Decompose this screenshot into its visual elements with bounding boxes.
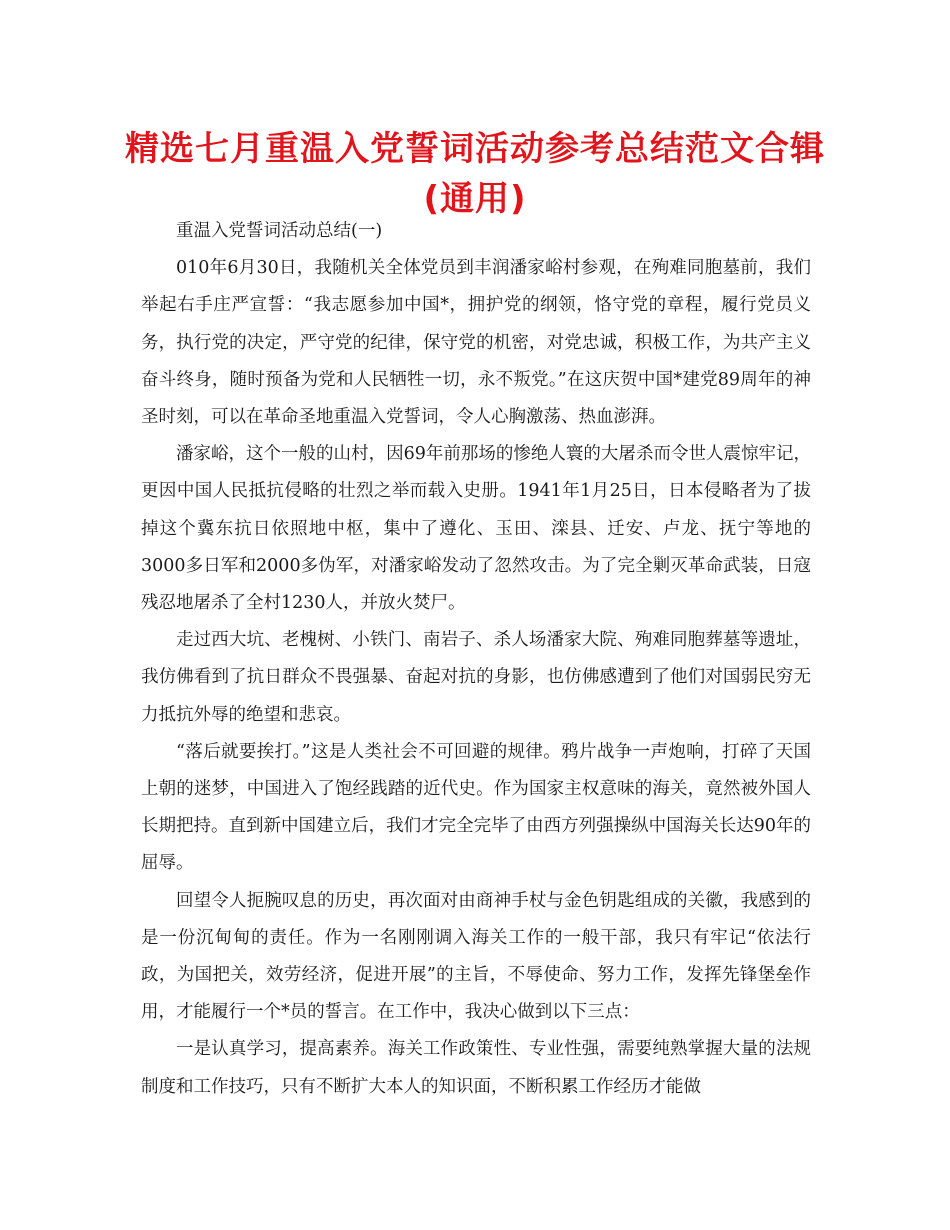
paragraph-6: 一是认真学习，提高素养。海关工作政策性、专业性强，需要纯熟掌握大量的法规制度和工作技巧，只有不断扩大本人的知识面，不断积累工作经历才能做 — [141, 1039, 811, 1097]
document-body — [141, 213, 811, 1106]
paragraph-5: 回望令人扼腕叹息的历史，再次面对由商神手杖与金色钥匙组成的关徽，我感到的是一份沉甸甸的责任。作为一名刚刚调入海关工作的一般干部，我只有牢记“依法行政，为国把关，效劳经济，促进开展”的主旨，不辱使命、努力工作，发挥先锋堡垒作用，才能履行一个*员的誓言。在工作中，我决心做到以下三点： — [141, 890, 811, 1023]
paragraph-2: 潘家峪，这个一般的山村，因69年前那场的惨绝人寰的大屠杀而令世人震惊牢记，更因中国人民抵抗侵略的壮烈之举而载入史册。1941年1月25日，日本侵略者为了拔掉这个冀东抗日依照地中枢，集中了遵化、玉田、滦县、迁安、卢龙、抚宁等地的3000多日军和2000多伪军，对潘家峪发动了忽然攻击。为了完全剿灭革命武装，日寇残忍地屠杀了全村1230人，并放火焚尸。 — [141, 444, 811, 614]
paragraph-4: “落后就要挨打。”这是人类社会不可回避的规律。鸦片战争一声炮响，打碎了天国上朝的迷梦，中国进入了饱经践踏的近代史。作为国家主权意味的海关，竟然被外国人长期把持。直到新中国建立后，我们才完全完毕了由西方列强操纵中国海关长达90年的屈辱。 — [141, 741, 811, 874]
paragraph-1: 010年6月30日，我随机关全体党员到丰润潘家峪村参观，在殉难同胞墓前，我们举起右手庄严宣誓：“我志愿参加中国*，拥护党的纲领，恪守党的章程，履行党员义务，执行党的决定，严守党的纪律，保守党的机密，对党忠诚，积极工作，为共产主义奋斗终身，随时预备为党和人民牺牲一切，永不叛党。”在这庆贺中国*建党89周年的神圣时刻，可以在革命圣地重温入党誓词，令人心胸激荡、热血澎湃。 — [141, 258, 811, 428]
document-title-line-2: (通用) — [423, 179, 527, 219]
section-heading: 重温入党誓词活动总结(一) — [176, 221, 383, 241]
paragraph-3: 走过西大坑、老槐树、小铁门、南岩子、杀人场潘家大院、殉难同胞葬墓等遗址，我仿佛看到了抗日群众不畏强暴、奋起对抗的身影，也仿佛感遭到了他们对国弱民穷无力抵抗外辱的绝望和悲哀。 — [141, 630, 811, 725]
document-title-line-1: 精选七月重温入党誓词活动参考总结范文合辑 — [125, 129, 825, 169]
